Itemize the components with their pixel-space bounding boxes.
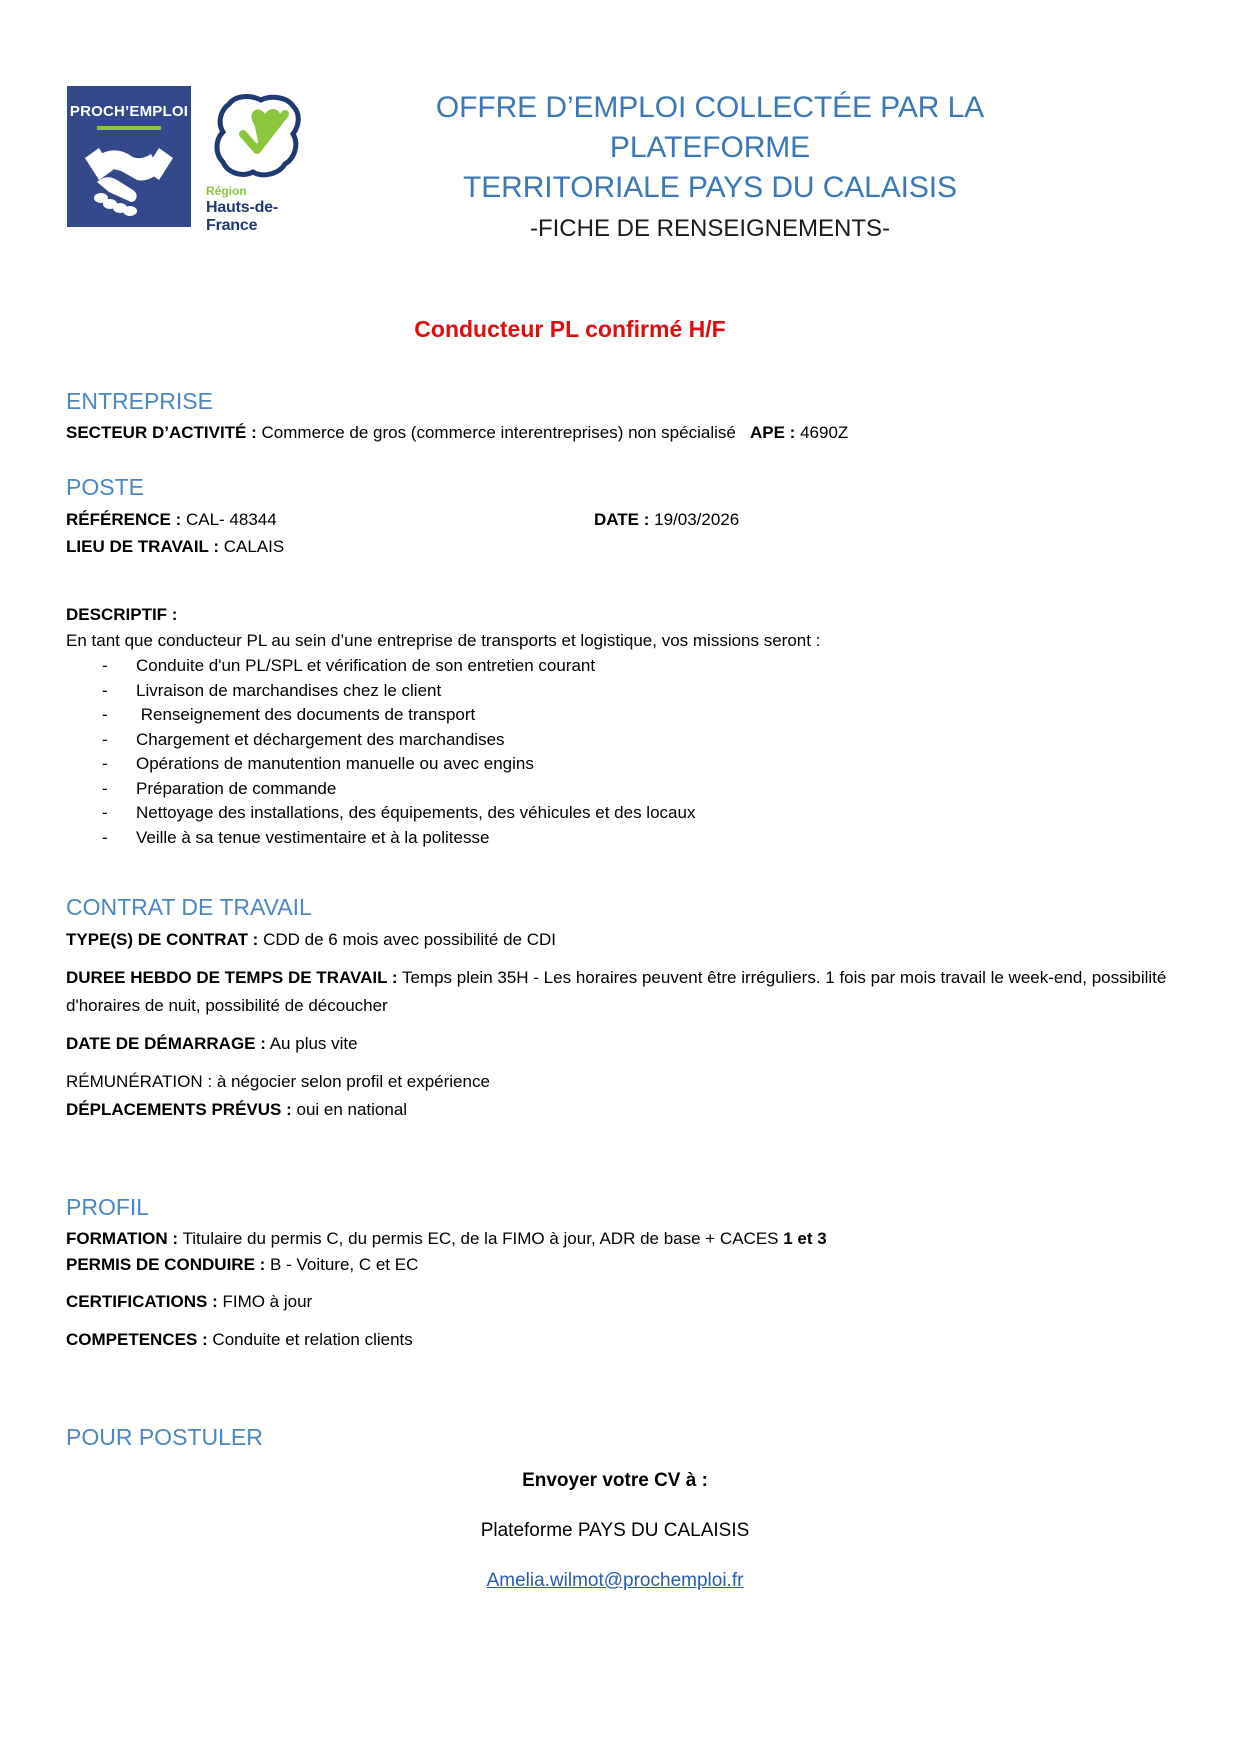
handshake-icon [79, 138, 179, 218]
document-body [66, 386, 1176, 1606]
logo-region-panel [191, 86, 323, 234]
ape-label: APE : [750, 423, 796, 442]
spacer [66, 560, 1176, 602]
formation-row [66, 1226, 1176, 1252]
permis-row [66, 1252, 1176, 1278]
date-value: 19/03/2026 [654, 510, 740, 529]
lieu-travail-row [66, 534, 1176, 560]
permis-label: PERMIS DE CONDUIRE : [66, 1255, 266, 1274]
duree-hebdo-value: Temps plein 35H - Les horaires peuvent être irréguliers. 1 fois par mois travail le week-end, possibilité d'horaires de nuit, possibilité de découcher [66, 968, 1167, 1015]
spacer [66, 1124, 1176, 1166]
formation-label: FORMATION : [66, 1229, 179, 1248]
certifications-value: FIMO à jour [222, 1292, 313, 1311]
document-header [0, 78, 1241, 242]
type-contrat-row [66, 926, 1176, 954]
spacer [66, 1354, 1176, 1396]
logo-region-name: Hauts-de-France [206, 199, 278, 234]
competences-value: Conduite et relation clients [212, 1330, 413, 1349]
lieu-travail-label: LIEU DE TRAVAIL : [66, 537, 219, 556]
header-title-block [350, 88, 1070, 246]
deplacements-row [66, 1096, 1176, 1124]
section-heading-contrat: CONTRAT DE TRAVAIL [66, 894, 312, 920]
spacer [66, 1278, 1176, 1288]
list-item: - Conduite d'un PL/SPL et vérification de son entretien courant [66, 654, 1176, 679]
list-item: - Nettoyage des installations, des équipements, des véhicules et des locaux [66, 801, 1176, 826]
spacer [66, 1058, 1176, 1068]
spacer [66, 954, 1176, 964]
apply-block [60, 1456, 1170, 1606]
date-demarrage-label: DATE DE DÉMARRAGE : [66, 1034, 266, 1053]
list-item: - Livraison de marchandises chez le client [66, 679, 1176, 704]
remuneration-label: RÉMUNÉRATION : [66, 1072, 213, 1091]
list-item: - Chargement et déchargement des marchandises [66, 728, 1176, 753]
spacer [66, 1166, 1176, 1192]
ape-value: 4690Z [800, 423, 849, 442]
duree-hebdo-row [66, 964, 1176, 1020]
spacer [66, 1396, 1176, 1422]
lieu-travail-value: CALAIS [223, 537, 285, 556]
date-demarrage-row [66, 1030, 1176, 1058]
logo-green-rule [97, 126, 161, 130]
reference-label: RÉFÉRENCE : [66, 510, 182, 529]
remuneration-value: à négocier selon profil et expérience [216, 1072, 490, 1091]
deplacements-label: DÉPLACEMENTS PRÉVUS : [66, 1100, 292, 1119]
document-subtitle: -FICHE DE RENSEIGNEMENTS- [529, 215, 891, 242]
section-heading-profil: PROFIL [66, 1194, 150, 1220]
date-demarrage-value: Au plus vite [269, 1034, 358, 1053]
spacer [66, 1020, 1176, 1030]
document-title-line2: TERRITORIALE PAYS DU CALAISIS [463, 171, 957, 204]
competences-label: COMPETENCES : [66, 1330, 208, 1349]
section-heading-postuler: POUR POSTULER [66, 1424, 263, 1450]
spacer [66, 446, 1176, 472]
certifications-label: CERTIFICATIONS : [66, 1292, 218, 1311]
type-contrat-label: TYPE(S) DE CONTRAT : [66, 930, 259, 949]
remuneration-row [66, 1068, 1176, 1096]
secteur-activite-value: Commerce de gros (commerce interentreprises) non spécialisé [261, 423, 736, 442]
secteur-activite-label: SECTEUR D’ACTIVITÉ : [66, 423, 257, 442]
list-item: - Renseignement des documents de transport [66, 703, 1176, 728]
apply-email-link[interactable]: Amelia.wilmot@prochemploi.fr [486, 1570, 744, 1591]
type-contrat-value: CDD de 6 mois avec possibilité de CDI [263, 930, 556, 949]
logo-region-label: Région [206, 184, 247, 198]
spacer [66, 850, 1176, 892]
formation-value-emphasis: 1 et 3 [783, 1229, 827, 1248]
proch-emploi-logo [66, 85, 324, 234]
competences-row [66, 1326, 1176, 1354]
hauts-de-france-map-icon [209, 92, 313, 184]
secteur-activite-row [66, 420, 1176, 446]
document-title-line1: OFFRE D’EMPLOI COLLECTÉE PAR LA PLATEFORME [435, 91, 985, 164]
list-item: - Veille à sa tenue vestimentaire et à la politesse [66, 826, 1176, 851]
list-item: - Préparation de commande [66, 777, 1176, 802]
missions-list [66, 654, 1176, 850]
send-cv-label: Envoyer votre CV à : [522, 1470, 708, 1491]
descriptif-label: DESCRIPTIF : [66, 605, 178, 624]
list-item: - Opérations de manutention manuelle ou avec engins [66, 752, 1176, 777]
reference-value: CAL- 48344 [185, 510, 277, 529]
job-title: Conducteur PL confirmé H/F [414, 316, 726, 342]
section-heading-poste: POSTE [66, 474, 144, 500]
duree-hebdo-label: DUREE HEBDO DE TEMPS DE TRAVAIL : [66, 968, 398, 987]
date-label: DATE : [594, 510, 650, 529]
logo-brand-panel [67, 86, 191, 227]
deplacements-value: oui en national [296, 1100, 408, 1119]
reference-date-row [66, 506, 1176, 534]
certifications-row [66, 1288, 1176, 1316]
spacer [66, 1316, 1176, 1326]
logo-brand-text: PROCH’EMPLOI [69, 103, 189, 120]
section-heading-entreprise: ENTREPRISE [66, 388, 213, 414]
platform-name: Plateforme PAYS DU CALAISIS [480, 1520, 750, 1541]
formation-value: Titulaire du permis C, du permis EC, de la FIMO à jour, ADR de base + CACES [182, 1229, 779, 1248]
date-group [594, 506, 739, 534]
permis-value: B - Voiture, C et EC [270, 1255, 419, 1274]
descriptif-intro: En tant que conducteur PL au sein d’une entreprise de transports et logistique, vos missions seront : [66, 631, 821, 650]
apply-email-row [60, 1556, 1170, 1606]
